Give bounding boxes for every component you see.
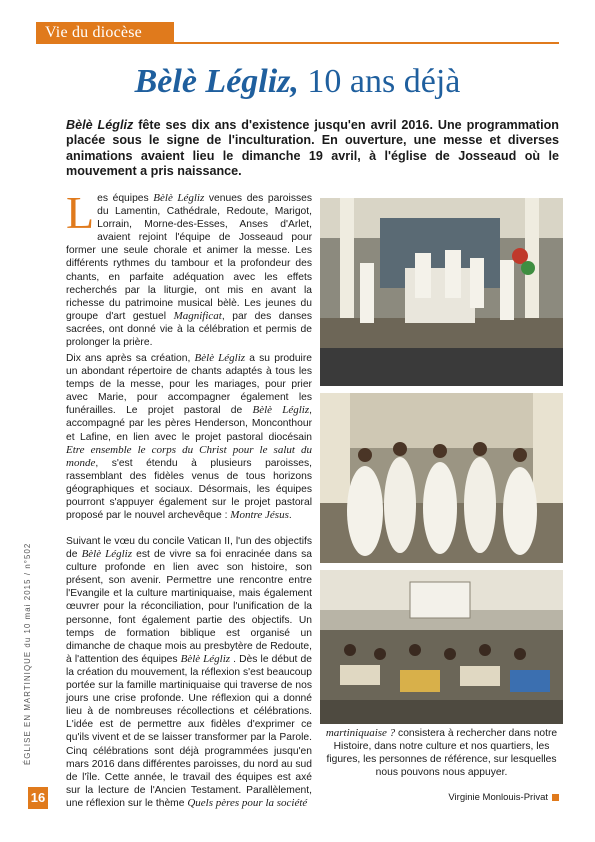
photo-dancers-image	[320, 393, 563, 563]
publication-info: ÉGLISE EN MARTINIQUE du 10 mai 2015 / n°502	[23, 542, 32, 765]
title-name: Bèlè Légliz,	[134, 63, 299, 100]
p1-text: , par des danses sacrées, ont donné vie à la célébration et permis de prolonger la prière.	[66, 310, 312, 349]
page-number: 16	[28, 787, 48, 809]
p3-text: Suivant le vœu du concile Vatican II, l'un des objectifs de	[66, 536, 312, 561]
p2-text: , accompagné par les pères Henderson, Monconthour et Lafine, en lien avec le projet pastoral diocésain	[66, 405, 312, 443]
p4-italic: martiniquaise ?	[325, 727, 396, 739]
photo-mass-altar	[320, 198, 563, 386]
p2-italic: Bèlè Légliz	[194, 352, 246, 364]
photo-assembly	[320, 570, 563, 724]
drop-cap: L	[66, 187, 95, 238]
p2-text: a su produire un abondant répertoire de chants adaptés à tous les temps de la messe, pour les mariages, pour prier avec Marie, pour accompagner également les funérailles. Le projet pastoral de	[66, 353, 313, 417]
article-title	[0, 62, 595, 102]
p2-italic: Montre Jésus	[230, 509, 289, 522]
article-lead	[66, 118, 559, 180]
photo-mass-altar-image	[320, 198, 563, 386]
paragraph-1	[66, 187, 312, 349]
p2-text: Dix ans après sa création,	[66, 353, 195, 364]
p2-italic: Bèlè Légliz	[252, 404, 310, 417]
paragraph-2	[66, 352, 312, 522]
p2-italic: Etre ensemble le corps du Christ pour le salut du monde	[66, 443, 312, 469]
p3-italic: Quels pères pour la société	[187, 796, 308, 809]
p1-italic: Bèlè Légliz	[153, 192, 205, 204]
p2-text: .	[288, 510, 292, 522]
section-rule	[174, 42, 559, 44]
p1-text: es équipes	[97, 193, 154, 204]
section-tab	[36, 22, 174, 44]
p3-italic: Bèlè Légliz	[81, 548, 133, 561]
paragraph-4	[320, 727, 563, 779]
title-rest: 10 ans déjà	[298, 63, 461, 100]
photo-assembly-image	[320, 570, 563, 724]
p1-text: venues des paroisses du Lamentin, Cathédrale, Redoute, Marigot, Lorrain, Morne-des-Esses, Anses d'Arlet, avaient rejoint l'équipe de Josseaud pour former une seule chorale et animer la messe. Les différents rythmes du tambour et la profondeur des chants, en parfaite adéquation avec les effets recherchés par la liturgie, ont mis en avant la richesse du patrimoine musical bèlè. Les jeunes du groupe d'art gestuel	[66, 193, 312, 322]
lead-text: fête ses dix ans d'existence jusqu'en avril 2016. Une programmation placée sous le signe de l'inculturation. En ouverture, une messe et diverses animations avaient lieu le dimanche 19 avril, à l'église de Josseaud où le mouvement a pris naissance.	[66, 118, 559, 179]
p3-text: est de vivre sa foi enracinée dans sa culture profonde en lien avec son histoire, son présent, son avenir. Permettre une rencontre entre l'Evangile et la culture martiniquaise, mais également œuvrer pour la réconciliation, pour l'unification de la personne, font également partie des objectifs. Un temps de formation biblique est organisé un dimanche de chaque mois au presbytère de Redoute, à l'attention des équipes	[66, 549, 312, 665]
p1-italic: Magnificat	[173, 309, 222, 322]
section-label: Vie du diocèse	[45, 24, 142, 41]
p4-text: consistera à rechercher dans notre Histoire, dans notre culture et nos quartiers, les figures, les personnes de référence, sur lesquelles nous pouvons nous appuyer.	[326, 728, 558, 779]
lead-name: Bèlè Légliz	[66, 118, 134, 132]
photo-dancers	[320, 393, 563, 563]
author-name: Virginie Monlouis-Privat	[448, 792, 548, 803]
paragraph-3	[66, 535, 312, 810]
p3-text: . Dès le début de la création du mouvement, la réflexion s'est beaucoup portée sur la famille martiniquaise qui traverse de nos jours une crise profonde. Une réflexion qui a donné lieu à de nombreuses récollections et célébrations. L'idée est de permettre aux fidèles d'exprimer ce qu'ils vivent et de se laisser transformer par la Parole. Cinq célébrations sont déjà programmées jusqu'en mars 2016 dans différentes paroisses, du nord au sud de l'île. Cette année, le travail des équipes est axé sur la lecture de l'Ancien Testament. Parallèlement, une réflexion sur le thème	[66, 653, 312, 809]
p3-italic: Bèlè Légliz	[180, 652, 231, 665]
author-credit	[448, 792, 559, 803]
p2-text: , s'est étendu à plusieurs paroisses, rassemblant des fidèles venus de tous horizons géographiques et sociaux. Désormais, les équipes pourront s'appuyer également sur le projet pastoral proposé par le nouvel archevêque :	[66, 457, 312, 522]
author-square-icon	[552, 794, 559, 801]
